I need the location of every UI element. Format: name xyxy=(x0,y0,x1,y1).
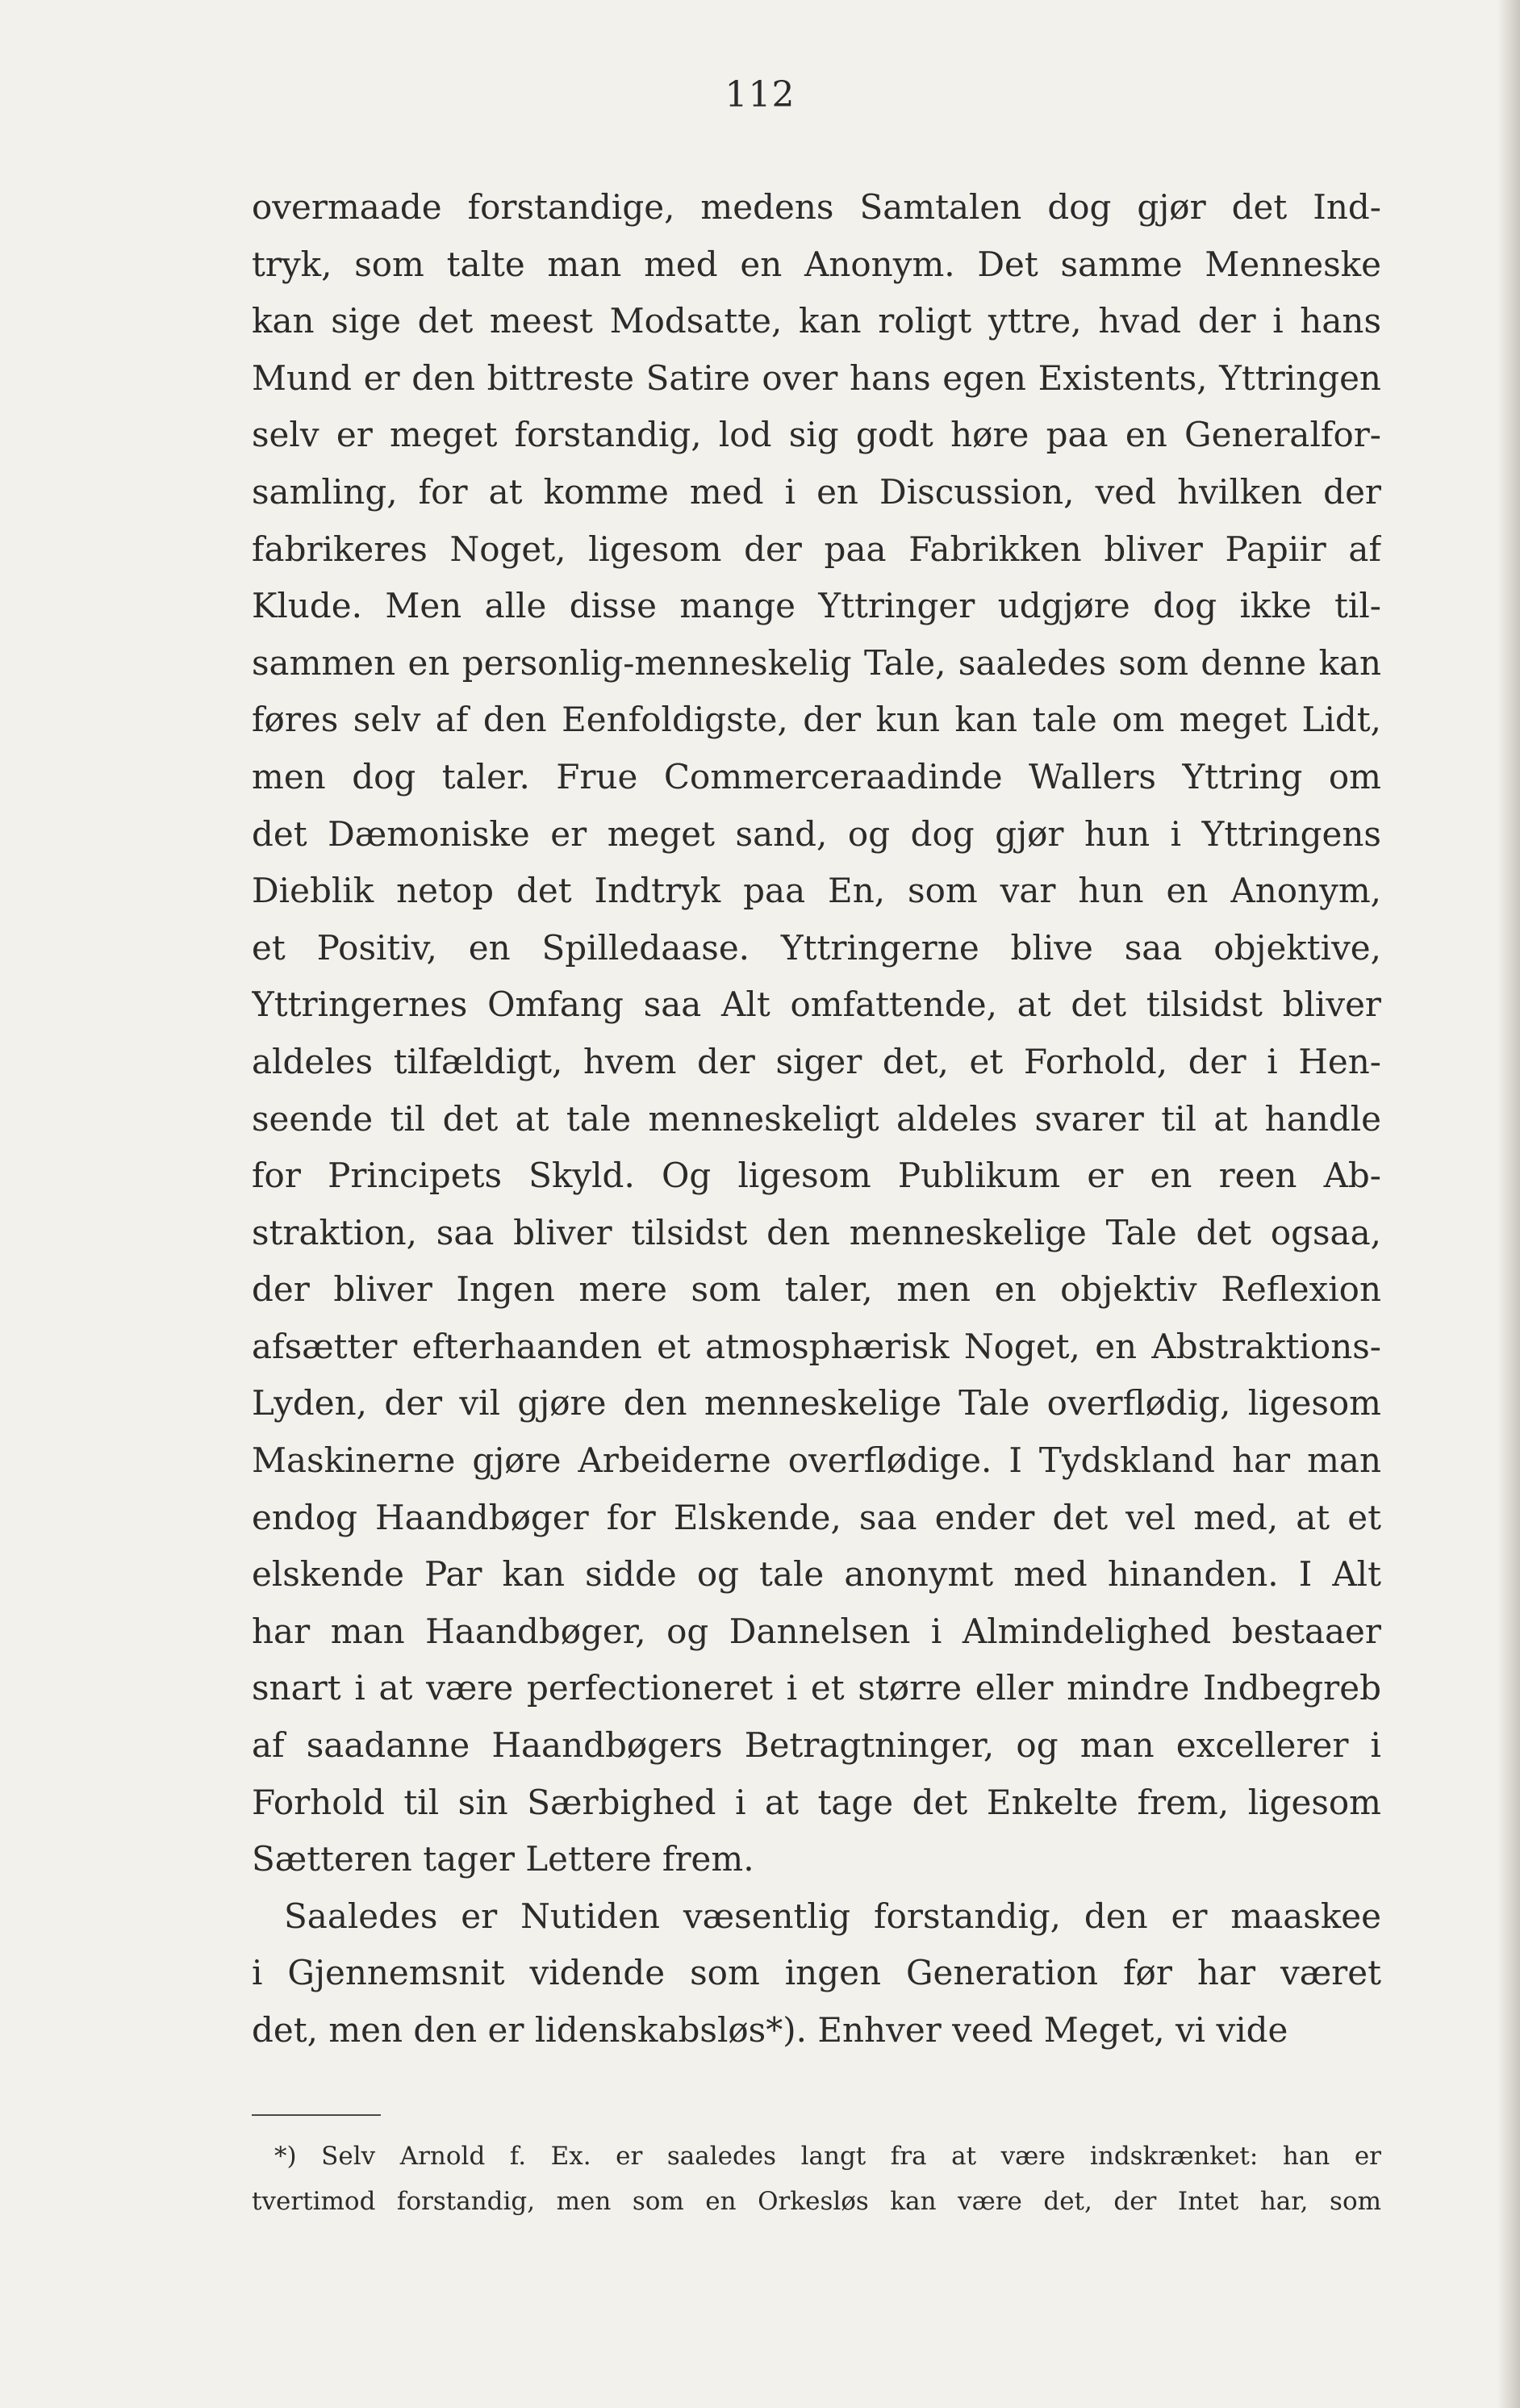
text-line: Maskinerne gjøre Arbeiderne overflødige. I Tydskland har man xyxy=(252,1440,1381,1481)
text-line: kan sige det meest Modsatte, kan roligt yttre, hvad der i hans xyxy=(252,301,1381,341)
text-line: overmaade forstandige, medens Samtalen dog gjør det Ind- xyxy=(252,187,1381,227)
text-line: aldeles tilfældigt, hvem der siger det, et Forhold, der i Hen- xyxy=(252,1041,1381,1081)
text-line: det Dæmoniske er meget sand, og dog gjør hun i Yttringens xyxy=(252,813,1381,854)
text-line: men dog taler. Frue Commerceraadinde Wallers Yttring om xyxy=(252,756,1381,796)
text-line: Yttringernes Omfang saa Alt omfattende, at det tilsidst bliver xyxy=(252,985,1381,1025)
text-line: i Gjennemsnit vidende som ingen Generation før har været xyxy=(252,1953,1381,1993)
text-line: selv er meget forstandig, lod sig godt høre paa en Generalfor- xyxy=(252,415,1381,455)
text-line: et Positiv, en Spilledaase. Yttringerne blive saa objektive, xyxy=(252,927,1381,968)
text-line: Lyden, der vil gjøre den menneskelige Tale overflødig, ligesom xyxy=(252,1383,1381,1423)
body-text xyxy=(252,179,1381,2059)
page-number: 112 xyxy=(725,74,795,115)
page-edge-shadow xyxy=(1497,0,1520,2408)
text-line: seende til det at tale menneskeligt aldeles svarer til at handle xyxy=(252,1098,1381,1139)
text-line: for Principets Skyld. Og ligesom Publikum er en reen Ab- xyxy=(252,1156,1381,1196)
text-line: Dieblik netop det Indtryk paa En, som var hun en Anonym, xyxy=(252,871,1381,911)
text-line: Sætteren tager Lettere frem. xyxy=(252,1839,754,1879)
text-line: Forhold til sin Særbighed i at tage det Enkelte frem, ligesom xyxy=(252,1782,1381,1822)
text-line: der bliver Ingen mere som taler, men en objektiv Reflexion xyxy=(252,1269,1381,1310)
text-line: Mund er den bittreste Satire over hans egen Existents, Yttringen xyxy=(252,357,1381,398)
footnote-rule xyxy=(252,2114,381,2116)
text-line: tryk, som talte man med en Anonym. Det samme Menneske xyxy=(252,244,1381,284)
text-line: Saaledes er Nutiden væsentlig forstandig, den er maaskee xyxy=(284,1896,1381,1936)
text-line: straktion, saa bliver tilsidst den menneskelige Tale det ogsaa, xyxy=(252,1212,1381,1252)
text-line: føres selv af den Eenfoldigste, der kun kan tale om meget Lidt, xyxy=(252,700,1381,740)
text-line: har man Haandbøger, og Dannelsen i Almindelighed bestaaer xyxy=(252,1611,1381,1651)
footnote-line: *) Selv Arnold f. Ex. er saaledes langt fra at være indskrænket: han er xyxy=(274,2142,1381,2171)
footnote xyxy=(252,2134,1381,2224)
text-line: fabrikeres Noget, ligesom der paa Fabrikken bliver Papiir af xyxy=(252,529,1381,569)
text-line: afsætter efterhaanden et atmosphærisk Noget, en Abstraktions- xyxy=(252,1326,1381,1366)
text-line: snart i at være perfectioneret i et større eller mindre Indbegreb xyxy=(252,1668,1381,1708)
text-line: Klude. Men alle disse mange Yttringer udgjøre dog ikke til- xyxy=(252,586,1381,626)
text-line: af saadanne Haandbøgers Betragtninger, og man excellerer i xyxy=(252,1725,1381,1766)
text-line: samling, for at komme med i en Discussion, ved hvilken der xyxy=(252,471,1381,512)
text-line: endog Haandbøger for Elskende, saa ender det vel med, at et xyxy=(252,1497,1381,1537)
text-line: sammen en personlig-menneskelig Tale, saaledes som denne kan xyxy=(252,642,1381,683)
footnote-line: tvertimod forstandig, men som en Orkesløs kan være det, der Intet har, som xyxy=(252,2187,1381,2216)
text-line: det, men den er lidenskabsløs*). Enhver veed Meget, vi vide xyxy=(252,2010,1288,2050)
text-line: elskende Par kan sidde og tale anonymt med hinanden. I Alt xyxy=(252,1554,1381,1595)
